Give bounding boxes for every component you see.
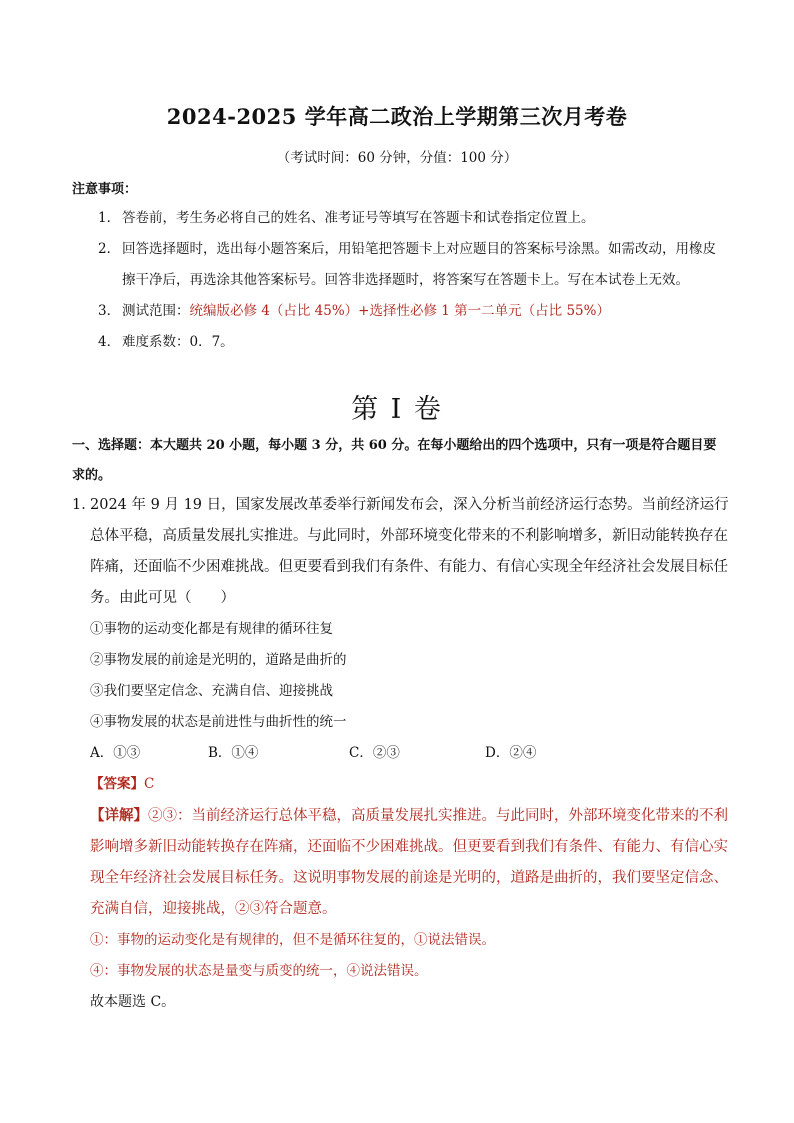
notice-item xyxy=(98,327,728,358)
notice-item-text: 难度系数：0．7。 xyxy=(122,334,234,350)
choice-c: C．②③ xyxy=(349,745,400,761)
explanation-text: ②③：当前经济运行总体平稳，高质量发展扎实推进。与此同时，外部环境变化带来的不利影响增多新旧动能转换存在阵痛，还面临不少困难挑战。但更要看到我们有条件、有能力、有信心实现全年经济社会发展目标任务。这说明事物发展的前途是光明的，道路是曲折的，我们要坚定信念、充满自信，迎接挑战，②③符合题意。 xyxy=(90,808,728,917)
question-number: 1． xyxy=(72,497,96,513)
notice-item-text: 答卷前，考生务必将自己的姓名、准考证号等填写在答题卡和试卷指定位置上。 xyxy=(122,210,595,226)
exam-info: （考试时间：60 分钟，分值：100 分） xyxy=(276,150,518,166)
explanation-note: ④：事物发展的状态是量变与质变的统一，④说法错误。 xyxy=(90,963,428,979)
statement-item: ④事物发展的状态是前进性与曲折性的统一 xyxy=(90,714,347,730)
notice-item-number: 2． xyxy=(98,241,121,257)
notice-heading: 注意事项： xyxy=(72,182,138,197)
notice-item-number: 4． xyxy=(98,334,121,350)
notice-item xyxy=(98,296,728,327)
question-1 xyxy=(72,490,732,1018)
question-stem-text: 2024 年 9 月 19 日，国家发展改革委举行新闻发布会，深入分析当前经济运行态势。当前经济运行总体平稳，高质量发展扎实推进。与此同时，外部环境变化带来的不利影响增多，新旧动能转换存在阵痛，还面临不少困难挑战。但更要看到我们有条件、有能力、有信心实现全年经济社会发展目标任务。由此可见（ ） xyxy=(90,497,729,606)
answer-value: C xyxy=(144,776,155,792)
statement-item: ③我们要坚定信念、充满自信、迎接挑战 xyxy=(90,683,333,699)
notice-item xyxy=(98,203,728,234)
answer-line xyxy=(72,769,732,800)
choice-d: D．②④ xyxy=(485,745,537,761)
notice-item-number: 3． xyxy=(98,303,121,319)
section-title: 第 I 卷 xyxy=(351,394,443,425)
explanation-note: ①：事物的运动变化是有规律的，但不是循环往复的，①说法错误。 xyxy=(90,932,495,948)
explanation-tag: 【详解】 xyxy=(90,807,148,824)
choice-a: A．①③ xyxy=(90,745,141,761)
page-title: 2024-2025 学年高二政治上学期第三次月考卷 xyxy=(166,104,628,129)
question-stem xyxy=(72,490,732,614)
notice-item-number: 1． xyxy=(98,210,121,226)
answer-choices xyxy=(72,738,732,769)
notice-item xyxy=(98,234,728,296)
statement-item: ②事物发展的前途是光明的，道路是曲折的 xyxy=(90,652,347,668)
part-description: 一、选择题：本大题共 20 小题，每小题 3 分，共 60 分。在每小题给出的四个选项中，只有一项是符合题目要求的。 xyxy=(72,438,717,483)
conclusion: 故本题选 C。 xyxy=(90,994,176,1010)
answer-tag: 【答案】 xyxy=(90,776,144,792)
notice-item-text: 回答选择题时，选出每小题答案后，用铅笔把答题卡上对应题目的答案标号涂黑。如需改动，用橡皮擦干净后，再选涂其他答案标号。回答非选择题时，将答案写在答题卡上。写在本试卷上无效。 xyxy=(122,241,716,288)
notice-item-label: 测试范围： xyxy=(122,303,190,319)
explanation xyxy=(72,800,732,925)
test-scope: 统编版必修 4（占比 45%）+选择性必修 1 第一二单元（占比 55%） xyxy=(189,303,610,319)
statement-item: ①事物的运动变化都是有规律的循环往复 xyxy=(90,621,333,637)
choice-b: B．①④ xyxy=(208,745,259,761)
notice-list xyxy=(98,203,728,358)
